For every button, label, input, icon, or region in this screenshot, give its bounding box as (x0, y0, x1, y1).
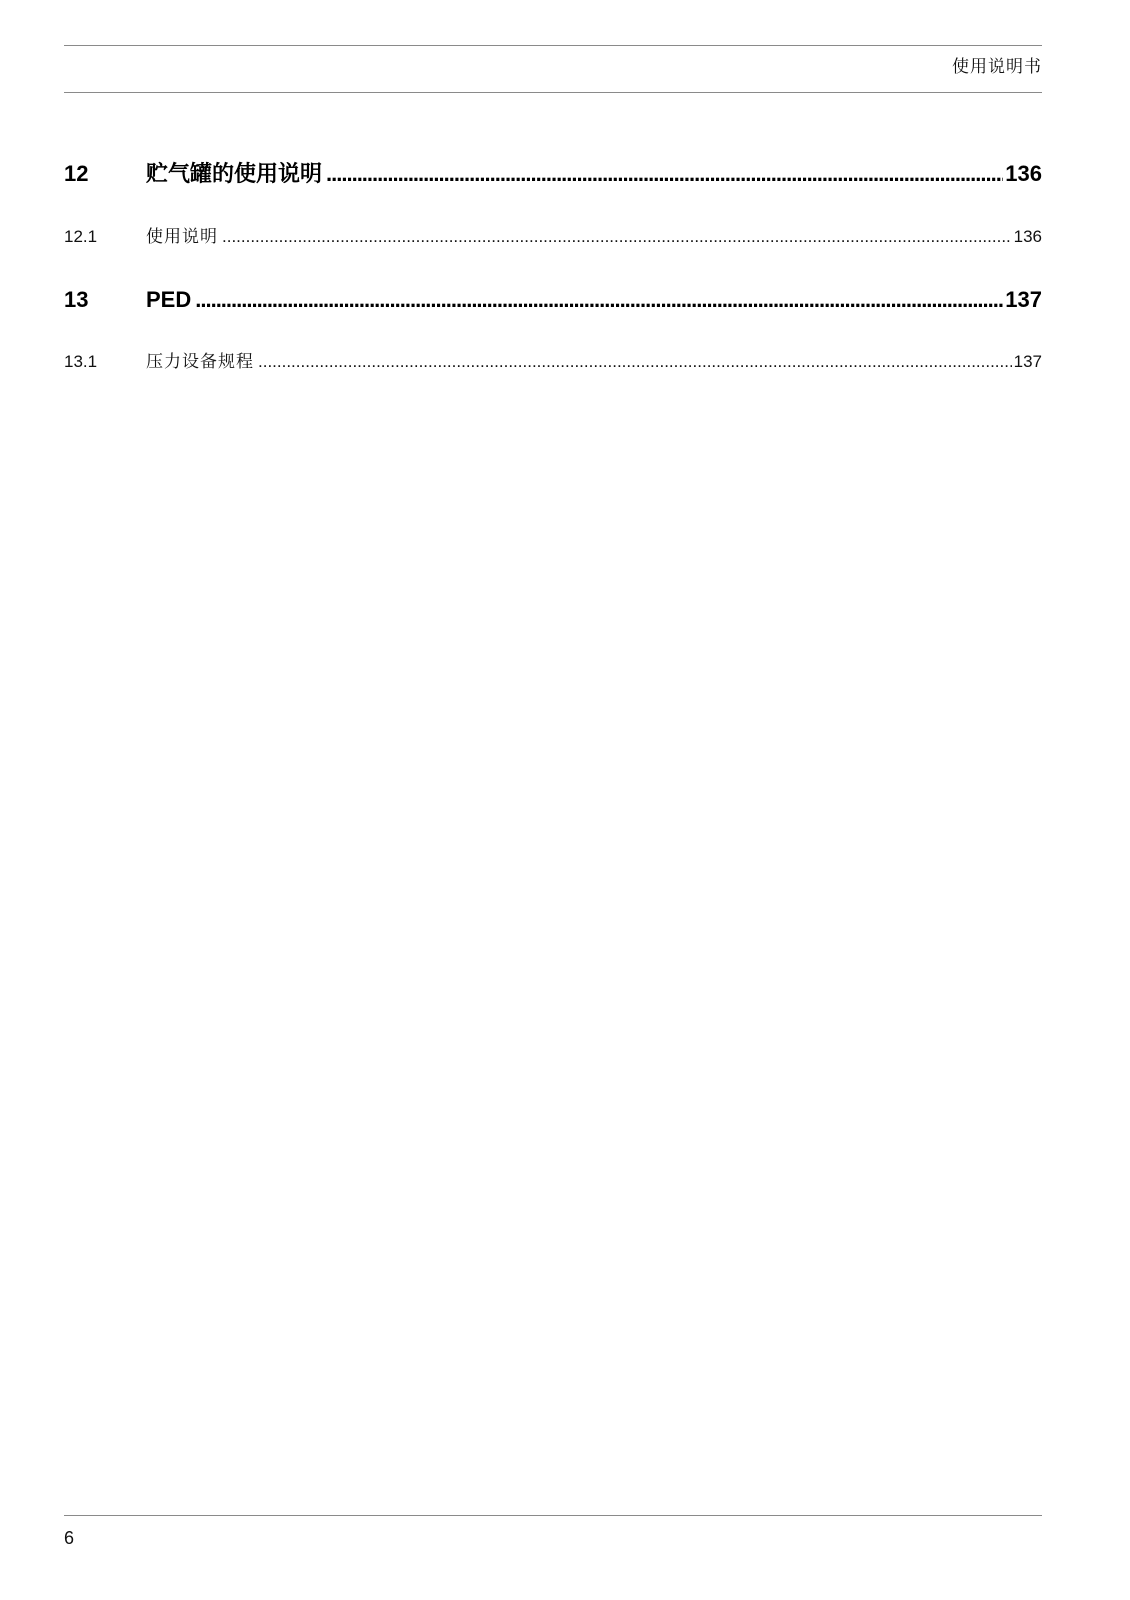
dot-leader (222, 227, 1012, 247)
header-top-rule (64, 45, 1042, 46)
toc-entry-12[interactable] (64, 161, 1042, 187)
toc-entry-13[interactable] (64, 287, 1042, 313)
page-number: 6 (64, 1528, 75, 1548)
toc-entry-page: 137 (1005, 287, 1042, 312)
footer-rule (64, 1515, 1042, 1516)
toc-entry-title: PED (146, 287, 192, 312)
toc-entry-title: 使用说明 (146, 227, 218, 246)
toc-entry-page: 137 (1013, 352, 1042, 371)
toc-entry-page: 136 (1005, 161, 1042, 186)
toc-entry-number: 13.1 (64, 352, 98, 371)
dot-leader (326, 161, 1003, 187)
header-bottom-rule (64, 92, 1042, 93)
toc-entry-number: 13 (64, 287, 89, 312)
toc-entry-13-1[interactable] (64, 352, 1042, 372)
toc-entry-title: 压力设备规程 (146, 352, 254, 371)
dot-leader (195, 287, 1003, 313)
toc-entry-number: 12 (64, 161, 89, 186)
dot-leader (258, 352, 1012, 372)
toc-entry-12-1[interactable] (64, 227, 1042, 247)
document-header-title: 使用说明书 (952, 57, 1042, 76)
toc-entry-number: 12.1 (64, 227, 98, 246)
toc-entry-title: 贮气罐的使用说明 (146, 161, 323, 186)
toc-entry-page: 136 (1013, 227, 1042, 246)
